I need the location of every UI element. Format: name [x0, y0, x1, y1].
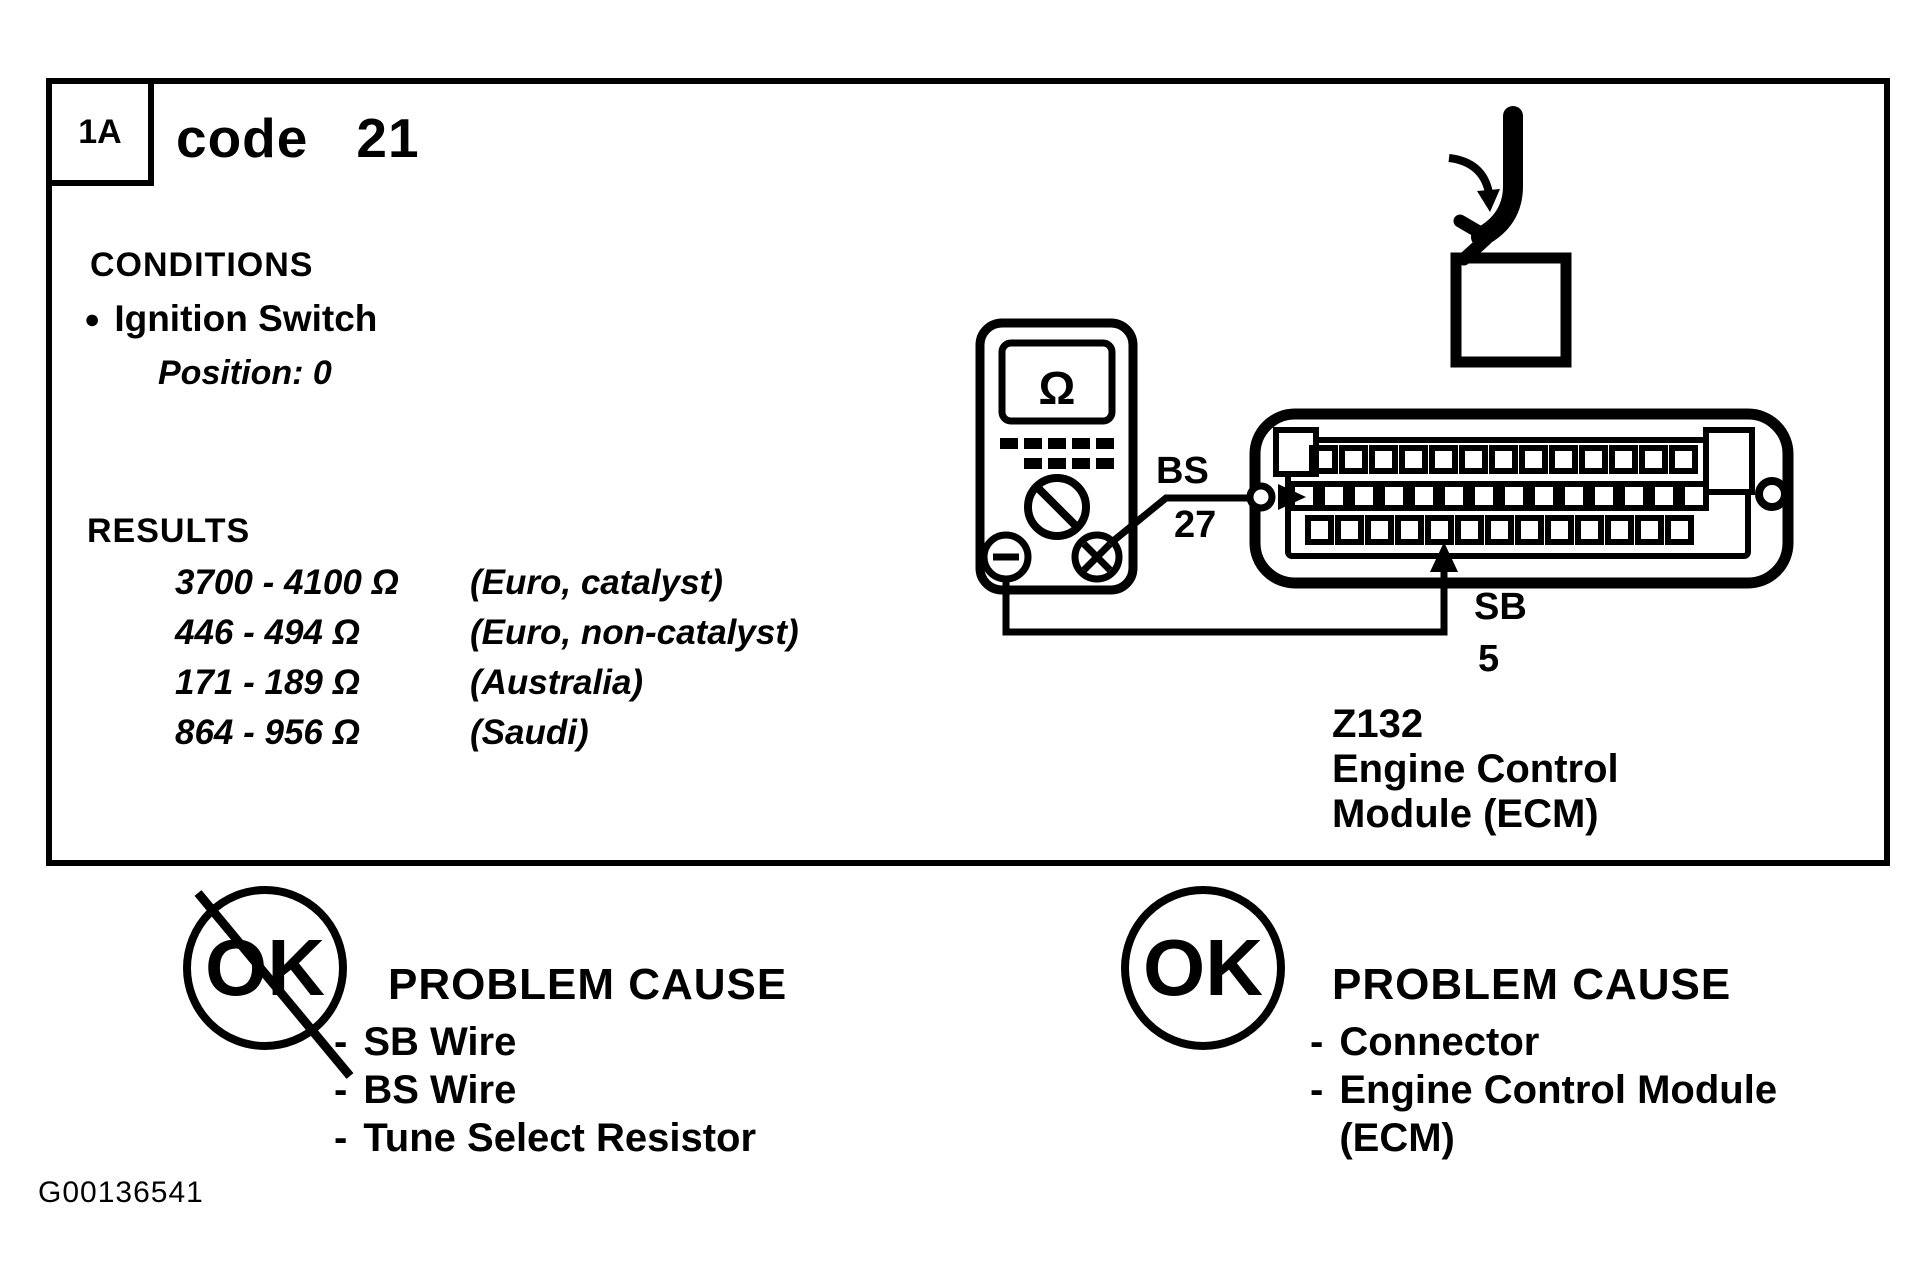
dash-bullet: -: [1310, 1020, 1324, 1064]
conditions-item: [84, 298, 377, 340]
dash-bullet: -: [334, 1020, 348, 1064]
result-region: (Saudi): [470, 713, 589, 752]
wire-label-sb: SB: [1474, 586, 1527, 628]
result-region: (Euro, catalyst): [470, 563, 723, 602]
results-row: [175, 708, 799, 758]
ok-symbol: OK: [1143, 923, 1263, 1012]
results-row: [175, 658, 799, 708]
result-value: 864 - 956 Ω: [175, 713, 360, 752]
conditions-heading: CONDITIONS: [90, 246, 314, 284]
cause-item: [334, 1018, 756, 1066]
result-value: 3700 - 4100 Ω: [175, 563, 399, 602]
dash-bullet: -: [334, 1068, 348, 1112]
cause-item: [334, 1066, 756, 1114]
cause-label: Connector: [1339, 1020, 1540, 1064]
cause-item: [334, 1114, 756, 1162]
cause-label: Engine Control Module (ECM): [1339, 1068, 1778, 1160]
title-word: code: [176, 107, 309, 169]
result-value: 171 - 189 Ω: [175, 663, 360, 702]
figure-code: G00136541: [38, 1176, 204, 1209]
result-region: (Australia): [470, 663, 644, 702]
ecm-line3: Module (ECM): [1332, 792, 1599, 836]
title-number: 21: [356, 107, 420, 169]
conditions-detail: Position: 0: [158, 354, 332, 392]
ecm-id: Z132: [1332, 702, 1424, 746]
step-tag: 1A: [78, 112, 122, 151]
dash-bullet: -: [1310, 1068, 1324, 1112]
results-row: [175, 608, 799, 658]
cause-label: SB Wire: [363, 1020, 517, 1064]
step-tag-box: [46, 78, 154, 186]
dash-bullet: -: [334, 1116, 348, 1160]
results-row: [175, 558, 799, 608]
page-title: [176, 106, 420, 170]
cause-label: BS Wire: [363, 1068, 517, 1112]
problem-cause-list-right: [1310, 1018, 1839, 1162]
pin-label-27: 27: [1174, 504, 1217, 546]
bullet-icon: ●: [84, 303, 101, 334]
problem-cause-heading-right: PROBLEM CAUSE: [1332, 960, 1732, 1009]
result-region: (Euro, non-catalyst): [470, 613, 799, 652]
problem-cause-heading-left: PROBLEM CAUSE: [388, 960, 788, 1009]
wire-label-bs: BS: [1156, 450, 1209, 492]
problem-cause-list-left: [334, 1018, 756, 1162]
ecm-line2: Engine Control: [1332, 747, 1619, 791]
results-table: [175, 558, 799, 758]
pin-label-5: 5: [1478, 638, 1500, 680]
ohm-display: Ω: [1038, 362, 1076, 414]
conditions-item-label: Ignition Switch: [114, 298, 378, 339]
cause-label: Tune Select Resistor: [363, 1116, 757, 1160]
results-heading: RESULTS: [87, 512, 251, 550]
ecm-label: [1332, 702, 1619, 837]
not-ok-symbol: OK: [205, 923, 325, 1012]
cause-item: [1310, 1018, 1839, 1066]
cause-item: [1310, 1066, 1839, 1162]
result-value: 446 - 494 Ω: [175, 613, 360, 652]
